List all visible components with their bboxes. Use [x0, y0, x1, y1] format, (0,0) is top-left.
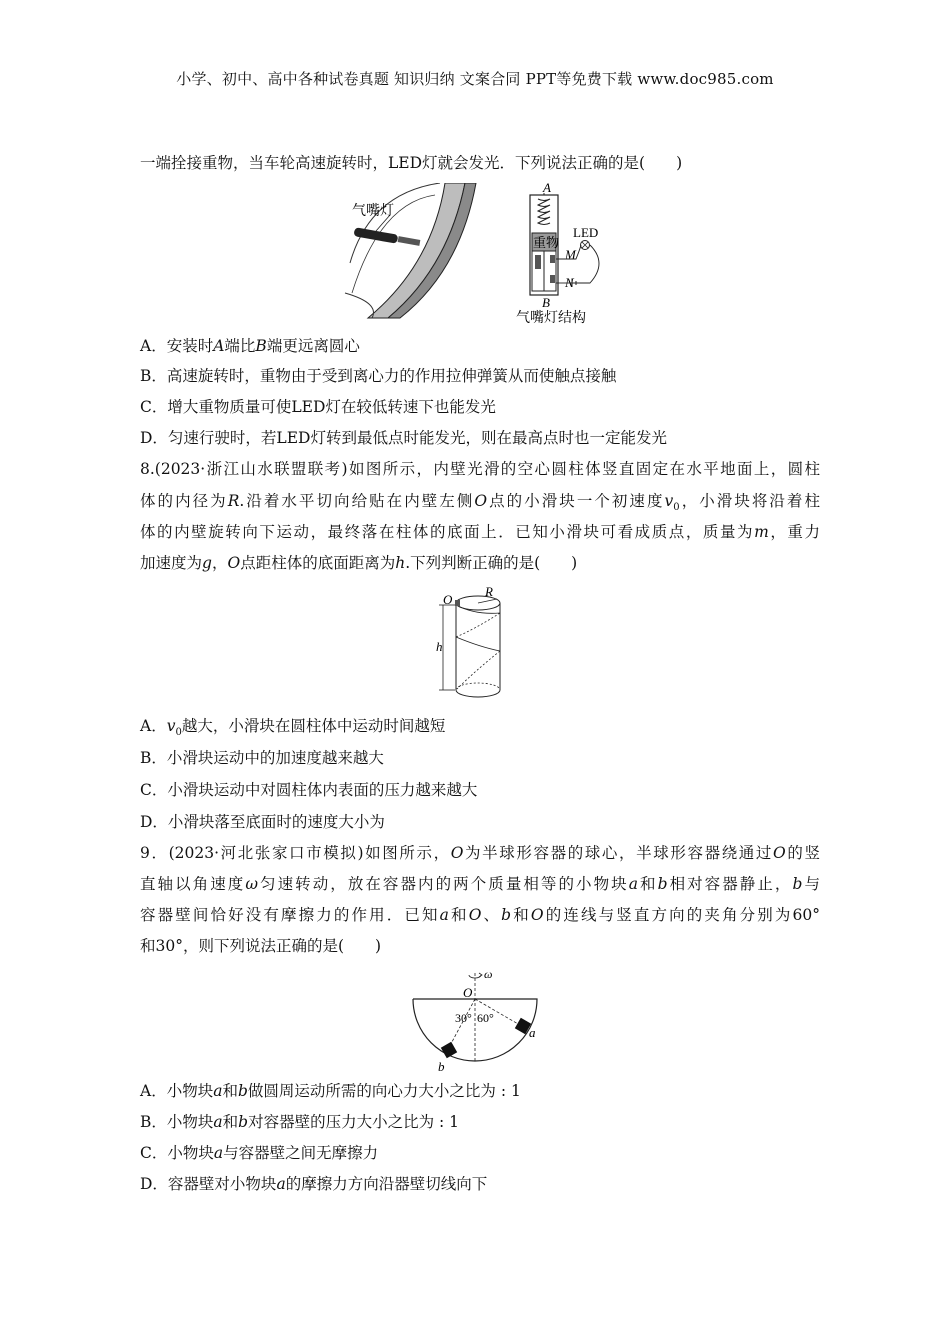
label-A: A: [543, 183, 551, 195]
valve-light-label: 气嘴灯: [352, 204, 394, 219]
q9-stem-line-3: 容器壁间恰好没有摩擦力的作用．已知a和O、b和O的连线与竖直方向的夹角分别为60°: [140, 906, 820, 924]
q8-option-a: A．$v_0$越大，小滑块在圆柱体中运动时间越短: [140, 717, 446, 739]
q8-cylinder-figure: [435, 585, 515, 705]
q8-stem-line-4: 加速度为g，O点距柱体的底面距离为h.下列判断正确的是( ): [140, 554, 578, 572]
label-weight: 重物: [533, 235, 560, 250]
label-M: M: [565, 247, 576, 262]
page-header: 小学、初中、高中各种试卷真题 知识归纳 文案合同 PPT等免费下载 www.doc985.com: [176, 70, 774, 88]
q8-stem-line-3: 体的内壁旋转向下运动，最终落在柱体的底面上．已知小滑块可看成质点，质量为m，重力: [140, 523, 820, 541]
figure-caption: 气嘴灯结构: [516, 311, 586, 325]
q8-option-c: C．小滑块运动中对圆柱体内表面的压力越来越大: [140, 781, 478, 799]
q8-option-b: B．小滑块运动中的加速度越来越大: [140, 749, 384, 767]
label-O: O: [443, 592, 453, 607]
q7-option-b: B．高速旋转时，重物由于受到离心力的作用拉伸弹簧从而使触点接触: [140, 367, 617, 385]
q9-stem-line-4: 和30°，则下列说法正确的是( ): [140, 937, 382, 955]
label-B: B: [542, 295, 550, 310]
q9-option-b: B．小物块a和b对容器壁的压力大小之比为 : 1: [140, 1113, 460, 1131]
q9-option-c: C．小物块a与容器壁之间无摩擦力: [140, 1144, 379, 1162]
q9-stem-line-2: 直轴以角速度ω匀速转动，放在容器内的两个质量相等的小物块a和b相对容器静止，b与: [140, 875, 820, 893]
label-b: b: [438, 1059, 445, 1074]
q7-option-a: A．安装时A端比B端更远离圆心: [140, 337, 360, 355]
label-a: a: [529, 1025, 536, 1040]
q8-stem-line-1: 8.(2023·浙江山水联盟联考)如图所示，内壁光滑的空心圆柱体竖直固定在水平地面上，圆柱: [140, 460, 820, 478]
q9-option-d: D．容器壁对小物块a的摩擦力方向沿器壁切线向下: [140, 1175, 488, 1193]
label-N: N: [565, 275, 574, 290]
q7-stem: 一端拴接重物，当车轮高速旋转时，LED灯就会发光．下列说法正确的是( ): [140, 154, 683, 172]
q8-option-d: D．小滑块落至底面时的速度大小为: [140, 813, 385, 831]
label-h: h: [436, 639, 443, 654]
label-O: O: [463, 985, 473, 1000]
q7-option-d: D．匀速行驶时，若LED灯转到最低点时能发光，则在最高点时也一定能发光: [140, 429, 667, 447]
label-R: R: [485, 585, 493, 599]
label-60-deg: 60°: [477, 1011, 494, 1025]
label-30-deg: 30°: [455, 1011, 472, 1025]
q8-stem-line-2: 体的内径为R.沿着水平切向给贴在内壁左侧O点的小滑块一个初速度$v_0$，小滑块将沿着柱: [140, 492, 820, 514]
q7-option-c: C．增大重物质量可使LED灯在较低转速下也能发光: [140, 398, 496, 416]
q7-figure: [340, 183, 610, 325]
label-omega: ω: [484, 967, 493, 981]
q9-hemisphere-figure: [405, 965, 545, 1075]
q9-stem-line-1: 9．(2023·河北张家口市模拟)如图所示，O为半球形容器的球心，半球形容器绕通过O的竖: [140, 844, 820, 862]
label-LED: LED: [573, 225, 599, 240]
q9-option-a: A．小物块a和b做圆周运动所需的向心力大小之比为 : 1: [140, 1082, 521, 1100]
